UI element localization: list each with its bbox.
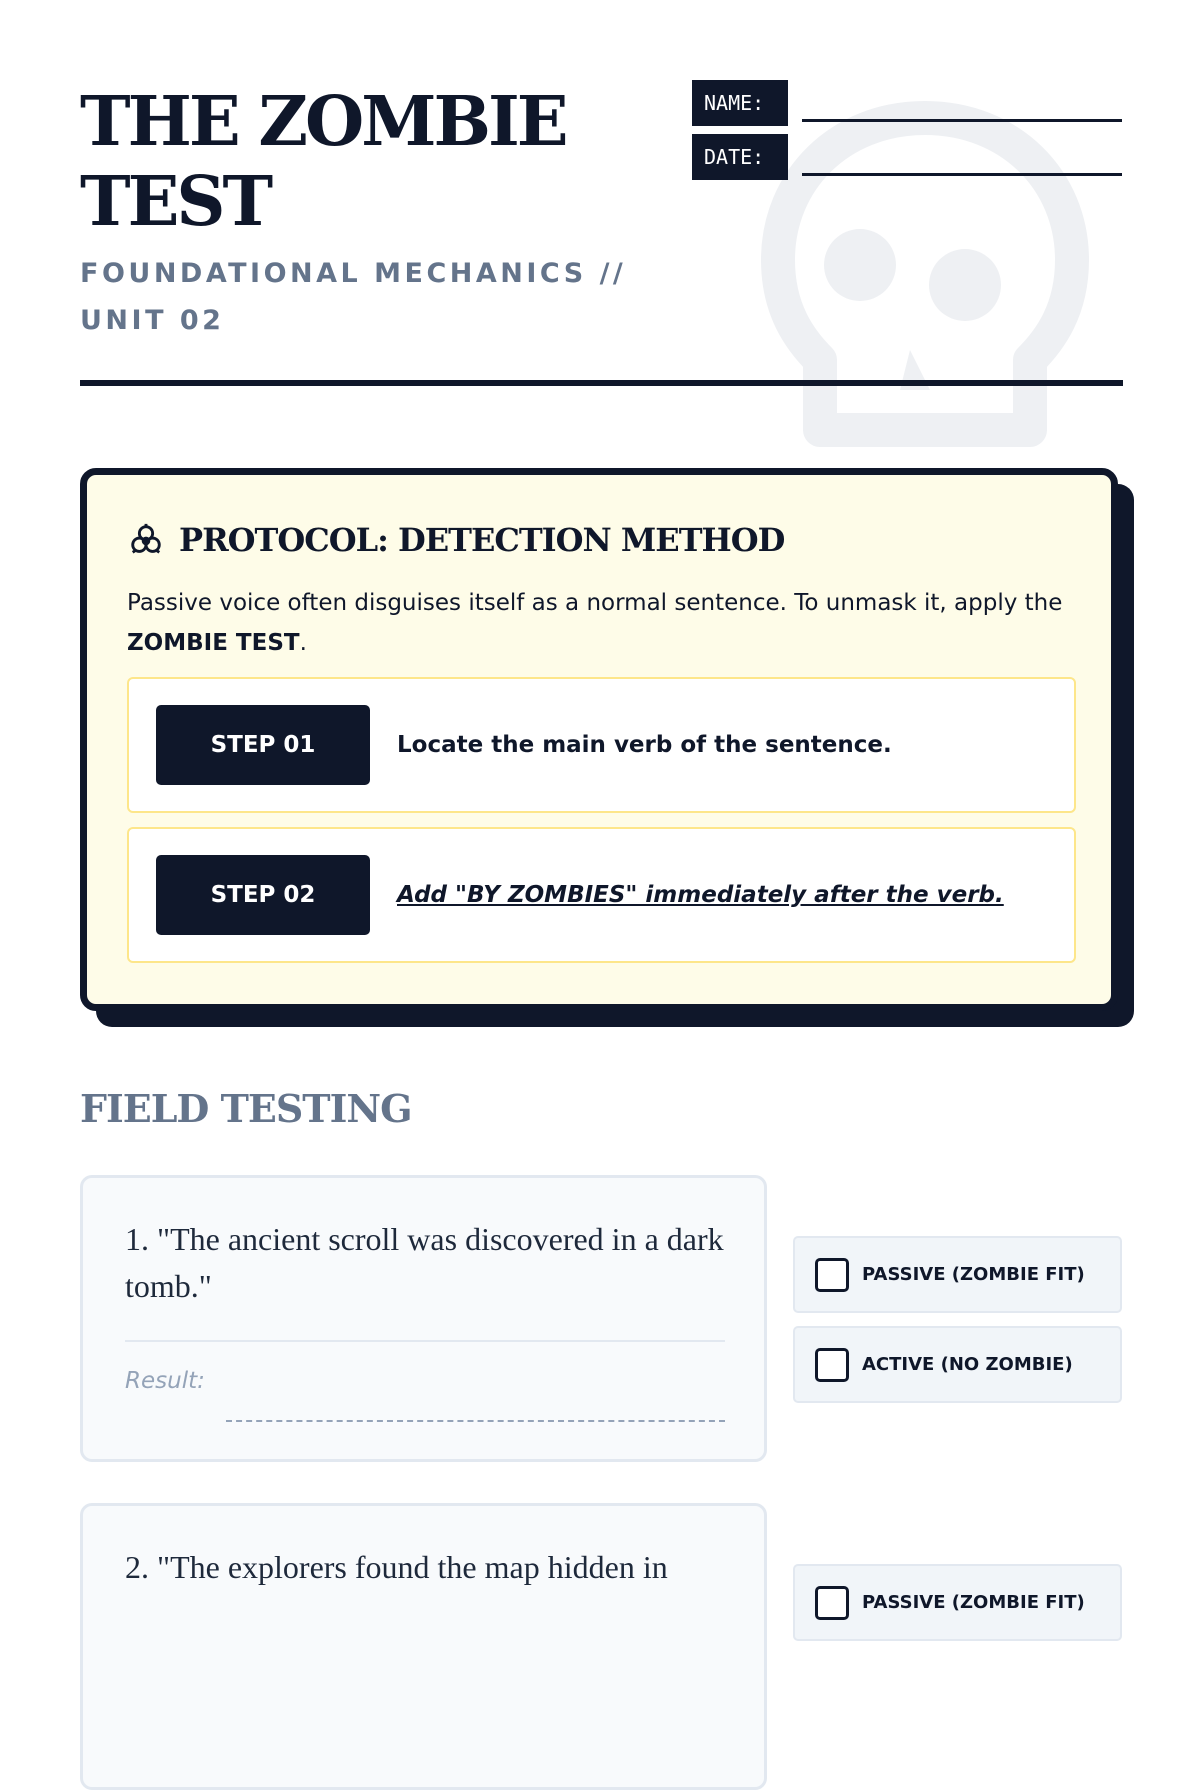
option-label: PASSIVE (ZOMBIE FIT) (862, 1264, 1085, 1285)
name-input-line[interactable] (802, 119, 1122, 122)
option-passive-2[interactable] (793, 1564, 1122, 1641)
option-passive-1[interactable] (793, 1236, 1122, 1313)
checkbox[interactable] (815, 1586, 849, 1620)
step-1-text: Locate the main verb of the sentence. (397, 732, 892, 758)
step-2 (127, 827, 1076, 963)
option-label: PASSIVE (ZOMBIE FIT) (862, 1592, 1085, 1613)
protocol-panel (80, 468, 1118, 1011)
biohazard-icon (127, 521, 165, 559)
option-label: ACTIVE (NO ZOMBIE) (862, 1354, 1073, 1375)
question-1-divider (125, 1340, 725, 1342)
protocol-intro-bold: ZOMBIE TEST (127, 630, 300, 656)
title-line-2: TEST (80, 162, 271, 242)
name-label: NAME: (692, 80, 788, 126)
protocol-intro-text: Passive voice often disguises itself as a normal sentence. To unmask it, apply the (127, 590, 1063, 616)
question-1-text: 1. "The ancient scroll was discovered in a dark tomb." (125, 1221, 724, 1304)
date-label: DATE: (692, 134, 788, 180)
page-subtitle (80, 250, 640, 344)
step-1 (127, 677, 1076, 813)
date-input-line[interactable] (802, 173, 1122, 176)
header-divider (80, 380, 1123, 386)
section-title: FIELD TESTING (80, 1086, 412, 1131)
title-line-1: THE ZOMBIE (80, 82, 566, 162)
question-card-1 (80, 1175, 767, 1462)
checkbox[interactable] (815, 1348, 849, 1382)
subtitle-line-1: FOUNDATIONAL MECHANICS // (80, 258, 627, 289)
checkbox[interactable] (815, 1258, 849, 1292)
question-2-text: 2. "The explorers found the map hidden in (125, 1549, 668, 1585)
result-label: Result: (125, 1368, 205, 1394)
option-active-1[interactable] (793, 1326, 1122, 1403)
step-2-badge: STEP 02 (156, 855, 370, 935)
date-field (692, 134, 1122, 180)
protocol-intro-end: . (299, 630, 307, 656)
page-title (80, 82, 640, 242)
result-input-line[interactable] (226, 1420, 725, 1422)
protocol-header (127, 521, 784, 559)
name-field (692, 80, 1122, 126)
protocol-title: PROTOCOL: DETECTION METHOD (179, 521, 785, 559)
subtitle-line-2: UNIT 02 (80, 305, 225, 336)
step-1-badge: STEP 01 (156, 705, 370, 785)
step-2-text: Add "BY ZOMBIES" immediately after the verb. (397, 882, 1004, 908)
protocol-intro (127, 583, 1087, 663)
question-card-2 (80, 1503, 767, 1790)
